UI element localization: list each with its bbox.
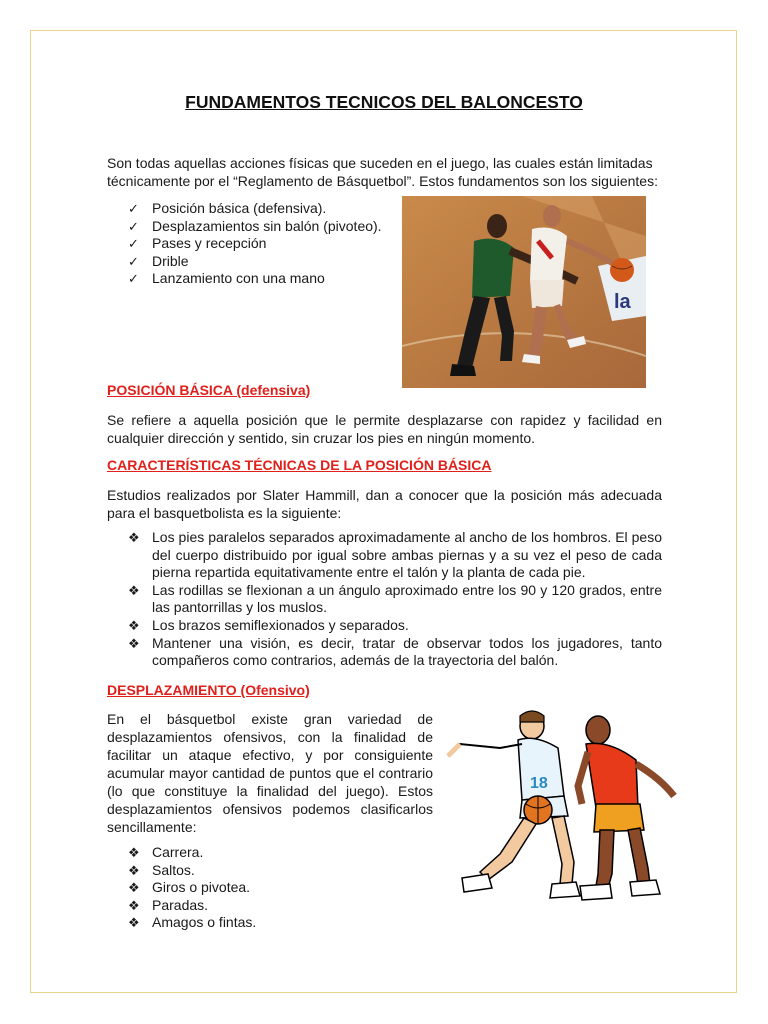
diamond-bullet-icon: ❖: [128, 635, 140, 651]
movement-text: En el básquetbol existe gran variedad de desplazamientos ofensivos, con la finalidad de facilitar un ataque efectivo, y por consiguiente acumular mayor cantidad de puntos que el contrario (lo que constituye la finalidad del juego). Estos desplazamientos ofensivos podemos clasificarlos sencillamente:: [107, 711, 433, 835]
basketball-players-clipart: [440, 704, 680, 908]
check-icon: ✓: [128, 253, 139, 269]
list-item: ✓ Pases y recepción: [128, 235, 267, 252]
jersey-number: 18: [530, 775, 548, 792]
heading-offensive-movement: DESPLAZAMIENTO (Ofensivo): [107, 682, 310, 698]
diamond-bullet-icon: ❖: [128, 897, 140, 913]
intro-paragraph: [107, 154, 662, 190]
characteristics-list: [128, 529, 662, 670]
diamond-bullet-icon: ❖: [128, 530, 140, 545]
heading-technical-characteristics: CARACTERÍSTICAS TÉCNICAS DE LA POSICIÓN BÁSICA: [107, 457, 492, 473]
list-item: ❖ Las rodillas se flexionan a un ángulo aproximado entre los 90 y 120 grados, entre las pantorrillas y los muslos.: [128, 581, 662, 616]
page-title: FUNDAMENTOS TECNICOS DEL BALONCESTO: [185, 92, 583, 112]
diamond-bullet-icon: ❖: [128, 862, 140, 878]
heading-basic-position: POSICIÓN BÁSICA (defensiva): [107, 382, 311, 398]
list-item: ✓ Posición básica (defensiva).: [128, 200, 327, 216]
diamond-bullet-icon: ❖: [128, 845, 140, 860]
list-item: ❖ Amagos o fintas.: [128, 914, 257, 931]
intro-line-1: Son todas aquellas acciones físicas que suceden en el juego, las cuales están limitadas: [107, 155, 653, 171]
diamond-bullet-icon: ❖: [128, 617, 140, 633]
list-item: ❖ Los brazos semiflexionados y separados.: [128, 616, 409, 633]
list-item: ✓ Drible: [128, 252, 189, 269]
basic-position-text: Se refiere a aquella posición que le permite desplazarse con rapidez y facilidad en cualquier dirección y sentido, sin cruzar los pies en ningún momento.: [107, 412, 662, 446]
movement-list: [128, 844, 428, 932]
list-item: ❖ Mantener una visión, es decir, tratar de observar todos los jugadores, tanto compañeros como contrarios, además de la trayectoria del balón.: [128, 634, 662, 669]
diamond-bullet-icon: ❖: [128, 915, 140, 931]
intro-line-2: técnicamente por el “Reglamento de Básquetbol”. Estos fundamentos son los siguientes:: [107, 173, 658, 189]
list-item: ❖ Paradas.: [128, 896, 209, 913]
list-item: ✓ Lanzamiento con una mano: [128, 270, 325, 287]
diamond-bullet-icon: ❖: [128, 880, 140, 896]
check-icon: ✓: [128, 218, 139, 234]
list-item: ❖ Giros o pivotea.: [128, 879, 251, 896]
check-icon: ✓: [128, 236, 139, 252]
check-icon: ✓: [128, 201, 139, 216]
diamond-bullet-icon: ❖: [128, 582, 140, 598]
characteristics-intro: Estudios realizados por Slater Hammill, dan a conocer que la posición más adecuada para el basquetbolista es la siguiente:: [107, 487, 662, 521]
check-icon: ✓: [128, 271, 139, 287]
list-item: ✓ Desplazamientos sin balón (pivoteo).: [128, 217, 382, 234]
fundamentals-list: [128, 200, 398, 288]
basketball-game-photo: [402, 196, 646, 388]
svg-text:la: la: [614, 291, 631, 313]
list-item: ❖ Carrera.: [128, 844, 204, 860]
list-item: ❖ Los pies paralelos separados aproximadamente al ancho de los hombros. El peso del cuerpo distribuido por igual sobre ambas piernas y a su vez el peso de cada pierna repartida equitativamente entre el talón y la planta de cada pie.: [128, 529, 662, 581]
list-item: ❖ Saltos.: [128, 861, 195, 878]
